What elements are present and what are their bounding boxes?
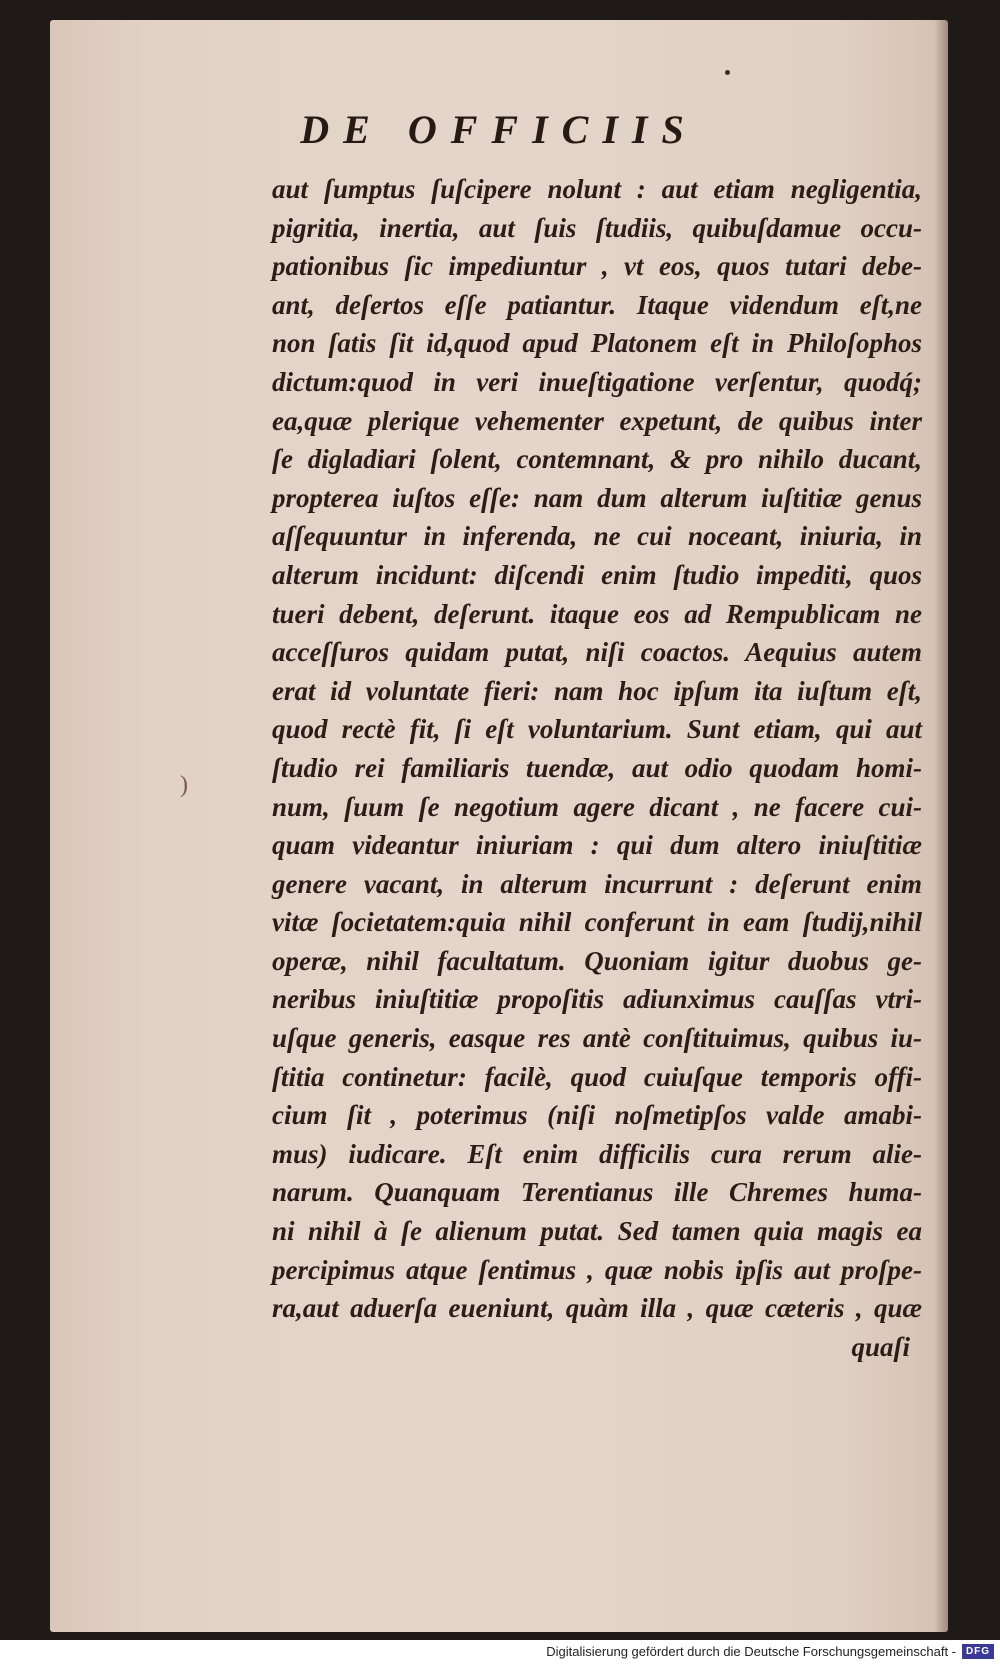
book-page: [50, 20, 948, 1632]
dfg-logo-icon: DFG: [962, 1644, 994, 1659]
margin-mark: ): [180, 772, 188, 798]
text-line: operæ, nihil facultatum. Quoniam igitur duobus ge-: [272, 945, 922, 976]
text-line: alterum incidunt: diſcendi enim ſtudio impediti, quos: [272, 559, 922, 590]
text-line: aſſequuntur in inferenda, ne cui noceant, iniuria, in: [272, 521, 922, 552]
ink-dot: [725, 70, 730, 75]
text-line: quam videantur iniuriam : qui dum altero iniuſtitiæ: [272, 830, 922, 861]
text-line: dictum:quod in veri inueſtigatione verſentur, quodq́;: [272, 366, 922, 397]
text-line: acceſſuros quidam putat, niſi coactos. Aequius autem: [272, 637, 922, 668]
text-line: tueri debent, deſerunt. itaque eos ad Rempublicam ne: [272, 598, 922, 629]
text-line: genere vacant, in alterum incurrunt : deſerunt enim: [272, 868, 922, 899]
text-line: pationibus ſic impediuntur , vt eos, quos tutari debe-: [272, 251, 922, 282]
text-line: ſtitia continetur: facilè, quod cuiuſque temporis offi-: [272, 1061, 922, 1092]
text-line: ſtudio rei familiaris tuendæ, aut odio quodam homi-: [272, 752, 922, 783]
text-line: vitæ ſocietatem:quia nihil conferunt in eam ſtudij,nihil: [272, 907, 922, 938]
text-line: ni nihil à ſe alienum putat. Sed tamen quia magis ea: [272, 1216, 922, 1247]
text-line: mus) iudicare. Eſt enim difficilis cura rerum alie-: [272, 1138, 922, 1169]
text-line: ant, deſertos eſſe patiantur. Itaque videndum eſt,ne: [272, 289, 922, 320]
text-line: num, ſuum ſe negotium agere dicant , ne facere cui-: [272, 791, 922, 822]
text-line: narum. Quanquam Terentianus ille Chremes huma-: [272, 1177, 922, 1208]
text-line: uſque generis, easque res antè conſtituimus, quibus iu-: [272, 1023, 922, 1054]
catchword: quaſi: [851, 1331, 910, 1362]
running-title: DE OFFICIIS: [300, 107, 698, 152]
text-line: non ſatis ſit id,quod apud Platonem eſt in Philoſophos: [272, 328, 922, 359]
footer-credit: Digitalisierung gefördert durch die Deutsche Forschungsgemeinschaft -: [546, 1644, 956, 1659]
text-line: quod rectè fit, ſi eſt voluntarium. Sunt etiam, qui aut: [272, 714, 922, 745]
text-line: erat id voluntate fieri: nam hoc ipſum ita iuſtum eſt,: [272, 675, 922, 706]
page-edge-shadow: [934, 20, 948, 1632]
text-line: neribus iniuſtitiæ propoſitis adiunximus cauſſas vtri-: [272, 984, 922, 1015]
text-line: propterea iuſtos eſſe: nam dum alterum iuſtitiæ genus: [272, 482, 922, 513]
text-line: pigritia, inertia, aut ſuis ſtudiis, quibuſdamue occu-: [272, 212, 922, 243]
text-line: percipimus atque ſentimus , quæ nobis ipſis aut proſpe-: [272, 1254, 922, 1285]
text-line: ra,aut aduerſa eueniunt, quàm illa , quæ cæteris , quæ: [272, 1293, 922, 1324]
page-text: [272, 170, 922, 1366]
text-line: ſe digladiari ſolent, contemnant, & pro nihilo ducant,: [272, 444, 922, 475]
text-line: ea,quæ plerique vehementer expetunt, de quibus inter: [272, 405, 922, 436]
text-line: cium ſit , poterimus (niſi noſmetipſos valde amabi-: [272, 1100, 922, 1131]
text-line: aut ſumptus ſuſcipere nolunt : aut etiam negligentia,: [272, 174, 922, 204]
